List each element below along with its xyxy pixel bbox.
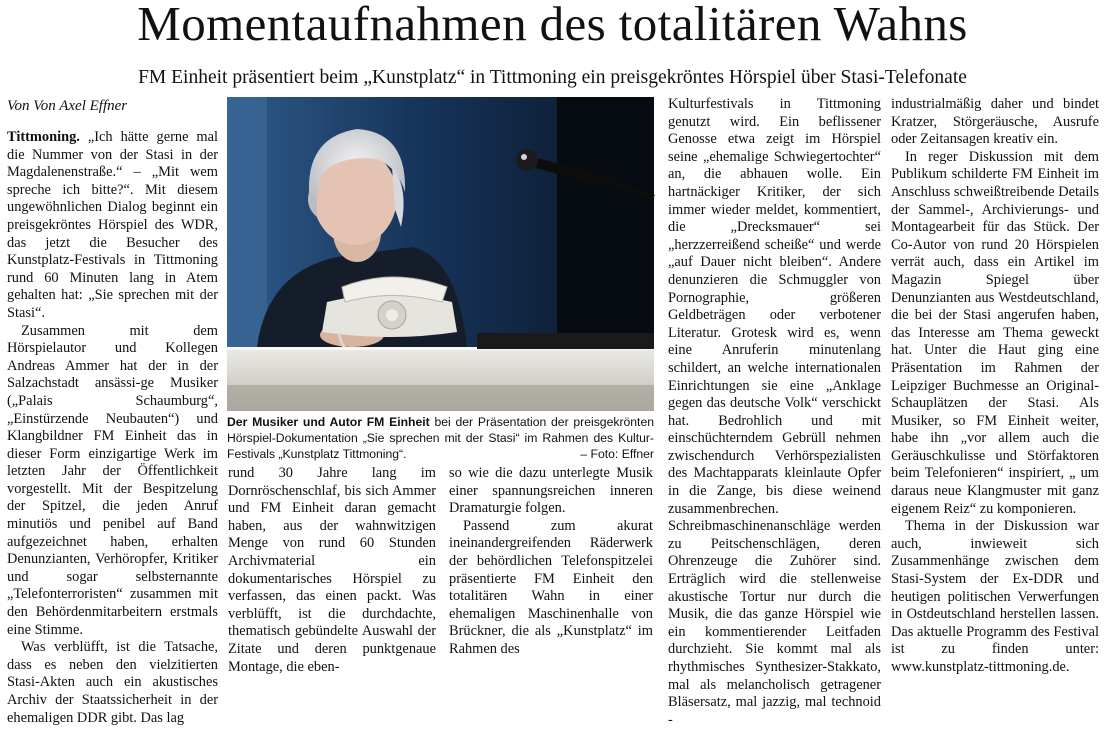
headline: Momentaufnahmen des totalitären Wahns <box>137 0 968 51</box>
article-paragraph: Zusammen mit dem Hörspielautor und Kollegen Andreas Ammer hat der in der Salzachstadt ansässi-ge Musiker („Palais Schaumburg“, „Einstürzende Neubauten“) und Klangbildner FM Einheit das in dieser Form einzigartige Werk im letzten Jahr der Öffentlichkeit vorgestellt. Mit der Bespitzelung der Spitzel, die jeden Anruf minutiös und penibel auf Band aufgezeichnet haben, erhalten Denunzianten, Verhöropfer, Kritiker und sogar selbsternannte „Telefonterroristen“ zusammen mit den Behördenmitarbeitern erstmals eine Stimme. <box>7 322 218 638</box>
article-paragraph: Thema in der Diskussion war auch, inwieweit sich Zusammenhänge zwischen dem Stasi-System der Ex-DDR und heutigen politischen Verwerfungen in Ostdeutschland herstellen lassen. Das aktuelle Programm des Festival ist zu finden unter: www.kunstplatz-tittmoning.de. <box>891 518 1099 675</box>
article-column-5 <box>891 96 1099 675</box>
article-paragraph: rund 30 Jahre lang im Dornröschenschlaf, bis sich Ammer und FM Einheit daran gemacht haben, aus der wahnwitzigen Menge von rund 60 Stunden Archivmaterial ein dokumentarisches Hörspiel zu verfassen, das einen packt. Was verblüfft, ist die durchdachte, thematisch gebündelte Auswahl der Zitate und deren punktgenaue Montage, die eben- <box>228 465 436 675</box>
article-paragraph: Tittmoning. „Ich hätte gerne mal die Nummer von der Stasi in der Magdalenenstraße.“ – „Mit wem spreche ich bitte?“. Mit diesem ungewöhnlichen Dialog beginnt ein preisgekröntes Hörspiel des WDR, das jetzt die Besucher des Kunstplatz-Festivals in Tittmoning rund 60 Minuten lang in Atem gehalten hat: „Sie sprechen mit der Stasi“. <box>7 129 218 321</box>
article-paragraph: Kulturfestivals in Tittmoning genutzt wird. Ein beflissener Genosse etwa zeigt im Hörspiel seine „ehemalige Schwiegertochter“ an, die abhauen wolle. Ein hartnäckiger Kritiker, der sich immer wieder meldet, kommentiert, die „Drecksmauer“ sei „herzzerreißend scheiße“ und werde „auf Dauer nicht bleiben“. Andere denunzieren die Schmuggler von Pornographie, größeren Geldbeträgen oder verbotener Literatur. Grotesk wird es, wenn eine Anruferin minutenlang schildert, an welche internationalen Einrichtungen sie eine „Anklage gegen das deutsche Volk“ verschickt hat. Bedrohlich und mit einschüchterndem Gebrüll nehmen zwischendurch Verhörspezialisten des Machtapparats kleinlaute Opfer in die Zange, bis diese weinend zusammenbrechen. Schreibmaschinenanschläge werden zu Peitschenschlägen, deren Ohrenzeuge die Zuhörer sind. Erträglich wird die stellenweise akustische Tortur nur durch die Musik, die das ganze Hörspiel wie ein kommentierender Leitfaden durchzieht. Sie kommt mal als rhythmisches Synthesizer-Stakkato, mal als melancholisch getragener Bläsersatz, mal jazzig, mal technoid - <box>668 96 881 728</box>
photo-credit: – Foto: Effner <box>580 447 654 461</box>
photo-caption <box>227 414 654 462</box>
article-column-4 <box>668 96 881 728</box>
dateline: Tittmoning. <box>7 129 80 145</box>
article-column-3 <box>449 465 653 659</box>
article-column-2 <box>228 465 436 675</box>
article-column-1 <box>7 129 218 726</box>
byline: Von Von Axel Effner <box>7 98 128 114</box>
article-paragraph: Passend zum akurat ineinandergreifenden Räderwerk der behördlichen Telefonspitzelei präsentierte FM Einheit den totalitären Wahn in einer ehemaligen Maschinenhalle von Brückner, die als „Kunstplatz“ im Rahmen des <box>449 517 653 657</box>
article-photo <box>227 97 654 411</box>
article-paragraph: so wie die dazu unterlegte Musik einer spannungsreichen inneren Dramaturgie folgen. <box>449 465 653 517</box>
article-paragraph: industrialmäßig daher und bindet Kratzer, Störgeräusche, Ausrufe oder Zeitansagen kreativ ein. <box>891 96 1099 148</box>
photo-musician-at-table <box>227 97 654 411</box>
article-paragraph: In reger Diskussion mit dem Publikum schilderte FM Einheit im Anschluss schweißtreibende Details der Sammel-, Archivierungs- und Montagearbeit für das Stück. Der Co-Autor von rund 20 Hörspielen verrät auch, dass ein Artikel im Magazin Spiegel über Denunzianten aus Westdeutschland, die bei der Stasi angerufen haben, das Interesse am Thema geweckt hat. Unter die Haut ging eine Präsentation im Rahmen der Leipziger Buchmesse an Original-Schauplätzen der Stasi. Als Musiker, so FM Einheit weiter, habe ihn „vor allem auch die Geräuschkulisse und Störfaktoren beim Telefonieren“ inspiriert, „ um daraus neue Klangmuster mit ganz eigenem Reiz“ zu komponieren. <box>891 148 1099 517</box>
subheadline: FM Einheit präsentiert beim „Kunstplatz“ in Tittmoning ein preisgekröntes Hörspiel über Stasi-Telefonate <box>138 67 967 88</box>
article-paragraph: Was verblüfft, ist die Tatsache, dass es neben den vielzitierten Stasi-Akten auch ein akustisches Archiv der Staatssicherheit in der ehemaligen DDR gibt. Das lag <box>7 639 218 726</box>
caption-bold-lead: Der Musiker und Autor FM Einheit <box>227 415 430 429</box>
caption-text: bei der Präsentation der preisgekrönten Hörspiel-Dokumentation „Sie sprechen mit der Stasi“ im Rahmen des Kultur-Festivals „Kunstplatz Tittmoning“. <box>227 415 654 461</box>
